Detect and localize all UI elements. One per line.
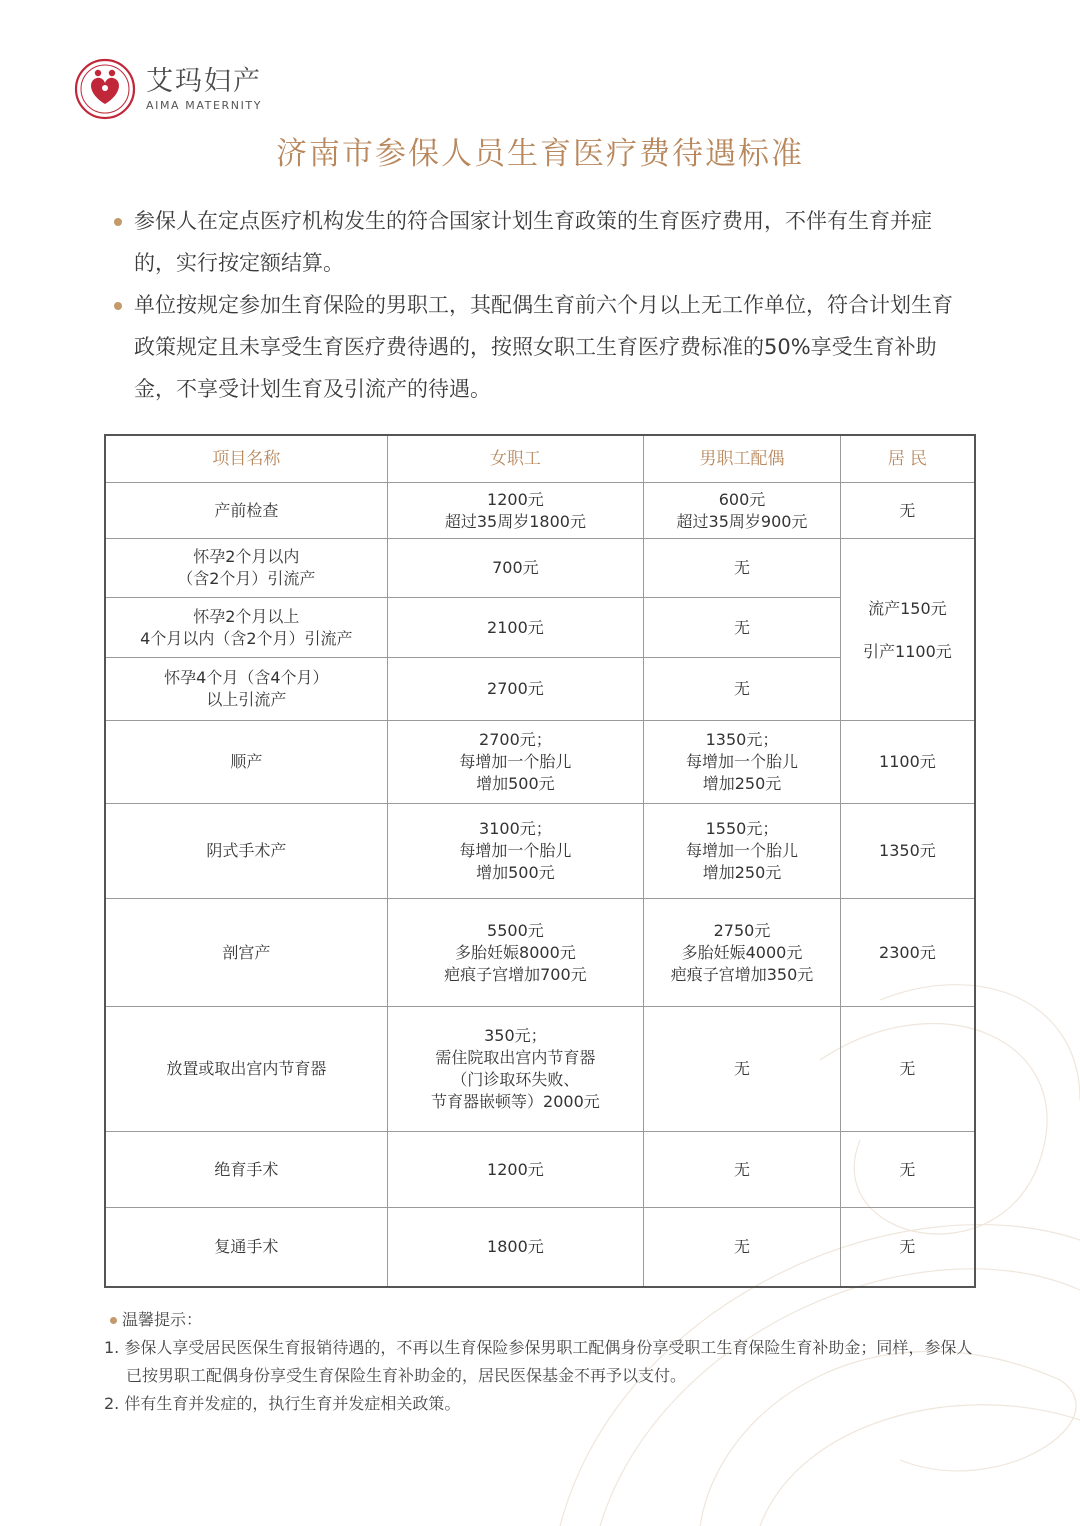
female-cell: 1200元: [387, 1132, 644, 1208]
item-cell: 复通手术: [105, 1208, 387, 1287]
female-cell: 5500元 多胎妊娠8000元 疤痕子宫增加700元: [387, 899, 644, 1007]
item-cell: 产前检查: [105, 483, 387, 539]
spouse-cell: 1550元； 每增加一个胎儿 增加250元: [644, 804, 841, 899]
item-cell: 怀孕2个月以内 （含2个月）引流产: [105, 539, 387, 598]
spouse-cell: 无: [644, 658, 841, 721]
spouse-cell: 600元 超过35周岁900元: [644, 483, 841, 539]
spouse-cell: 无: [644, 1208, 841, 1287]
spouse-cell: 无: [644, 598, 841, 658]
resident-cell: 1100元: [840, 721, 975, 804]
tip-item-1: 1. 参保人享受居民医保生育报销待遇的，不再以生育保险参保男职工配偶身份享受职工生育保险生育补助金；同样，参保人已按男职工配偶身份享受生育保险生育补助金的，居民医保基金不再予以支付。: [104, 1338, 973, 1385]
female-cell: 1200元 超过35周岁1800元: [387, 483, 644, 539]
intro-list: [112, 200, 972, 410]
spouse-cell: 无: [644, 1007, 841, 1132]
item-cell: 绝育手术: [105, 1132, 387, 1208]
table-row: [105, 804, 975, 899]
resident-abortion-cell: 流产150元 引产1100元: [840, 539, 975, 721]
page-title: 济南市参保人员生育医疗费待遇标准: [276, 136, 804, 172]
table-row: [105, 1132, 975, 1208]
intro-bullet-1: 参保人在定点医疗机构发生的符合国家计划生育政策的生育医疗费用，不伴有生育并症的，实行按定额结算。: [112, 200, 972, 284]
resident-cell: 无: [840, 1208, 975, 1287]
brand-logo: [74, 58, 262, 120]
table-row: [105, 539, 975, 598]
resident-cell: 2300元: [840, 899, 975, 1007]
resident-cell: 无: [840, 1132, 975, 1208]
item-cell: 顺产: [105, 721, 387, 804]
aima-logo-icon: [74, 58, 136, 120]
table-row: [105, 1208, 975, 1287]
header-resident: 居 民: [840, 435, 975, 483]
brand-name-cn: 艾玛妇产: [146, 65, 262, 97]
female-cell: 350元； 需住院取出宫内节育器 （门诊取环失败、 节育器嵌顿等）2000元: [387, 1007, 644, 1132]
table-header-row: [105, 435, 975, 483]
spouse-cell: 无: [644, 539, 841, 598]
item-cell: 怀孕2个月以上 4个月以内（含2个月）引流产: [105, 598, 387, 658]
item-cell: 阴式手术产: [105, 804, 387, 899]
table-row: [105, 721, 975, 804]
table-row: [105, 483, 975, 539]
female-cell: 700元: [387, 539, 644, 598]
table-row: [105, 1007, 975, 1132]
header-female: 女职工: [387, 435, 644, 483]
intro-bullet-2: 单位按规定参加生育保险的男职工，其配偶生育前六个月以上无工作单位，符合计划生育政策规定且未享受生育医疗费待遇的，按照女职工生育医疗费标准的50%享受生育补助金，不享受计划生育及引流产的待遇。: [112, 284, 972, 410]
resident-cell: 无: [840, 483, 975, 539]
warm-tips: [104, 1306, 984, 1418]
item-cell: 放置或取出宫内节育器: [105, 1007, 387, 1132]
tip-item-2: 2. 伴有生育并发症的，执行生育并发症相关政策。: [104, 1394, 461, 1413]
female-cell: 2700元； 每增加一个胎儿 增加500元: [387, 721, 644, 804]
item-cell: 剖宫产: [105, 899, 387, 1007]
female-cell: 3100元； 每增加一个胎儿 增加500元: [387, 804, 644, 899]
spouse-cell: 1350元； 每增加一个胎儿 增加250元: [644, 721, 841, 804]
spouse-cell: 无: [644, 1132, 841, 1208]
female-cell: 2700元: [387, 658, 644, 721]
resident-cell: 无: [840, 1007, 975, 1132]
table-row: [105, 899, 975, 1007]
item-cell: 怀孕4个月（含4个月） 以上引流产: [105, 658, 387, 721]
header-spouse: 男职工配偶: [644, 435, 841, 483]
header-item: 项目名称: [105, 435, 387, 483]
spouse-cell: 2750元 多胎妊娠4000元 疤痕子宫增加350元: [644, 899, 841, 1007]
female-cell: 2100元: [387, 598, 644, 658]
resident-cell: 1350元: [840, 804, 975, 899]
brand-name-en: AIMA MATERNITY: [146, 98, 263, 112]
tips-heading: 温馨提示：: [104, 1306, 984, 1334]
benefit-standard-table: [104, 434, 976, 1288]
female-cell: 1800元: [387, 1208, 644, 1287]
